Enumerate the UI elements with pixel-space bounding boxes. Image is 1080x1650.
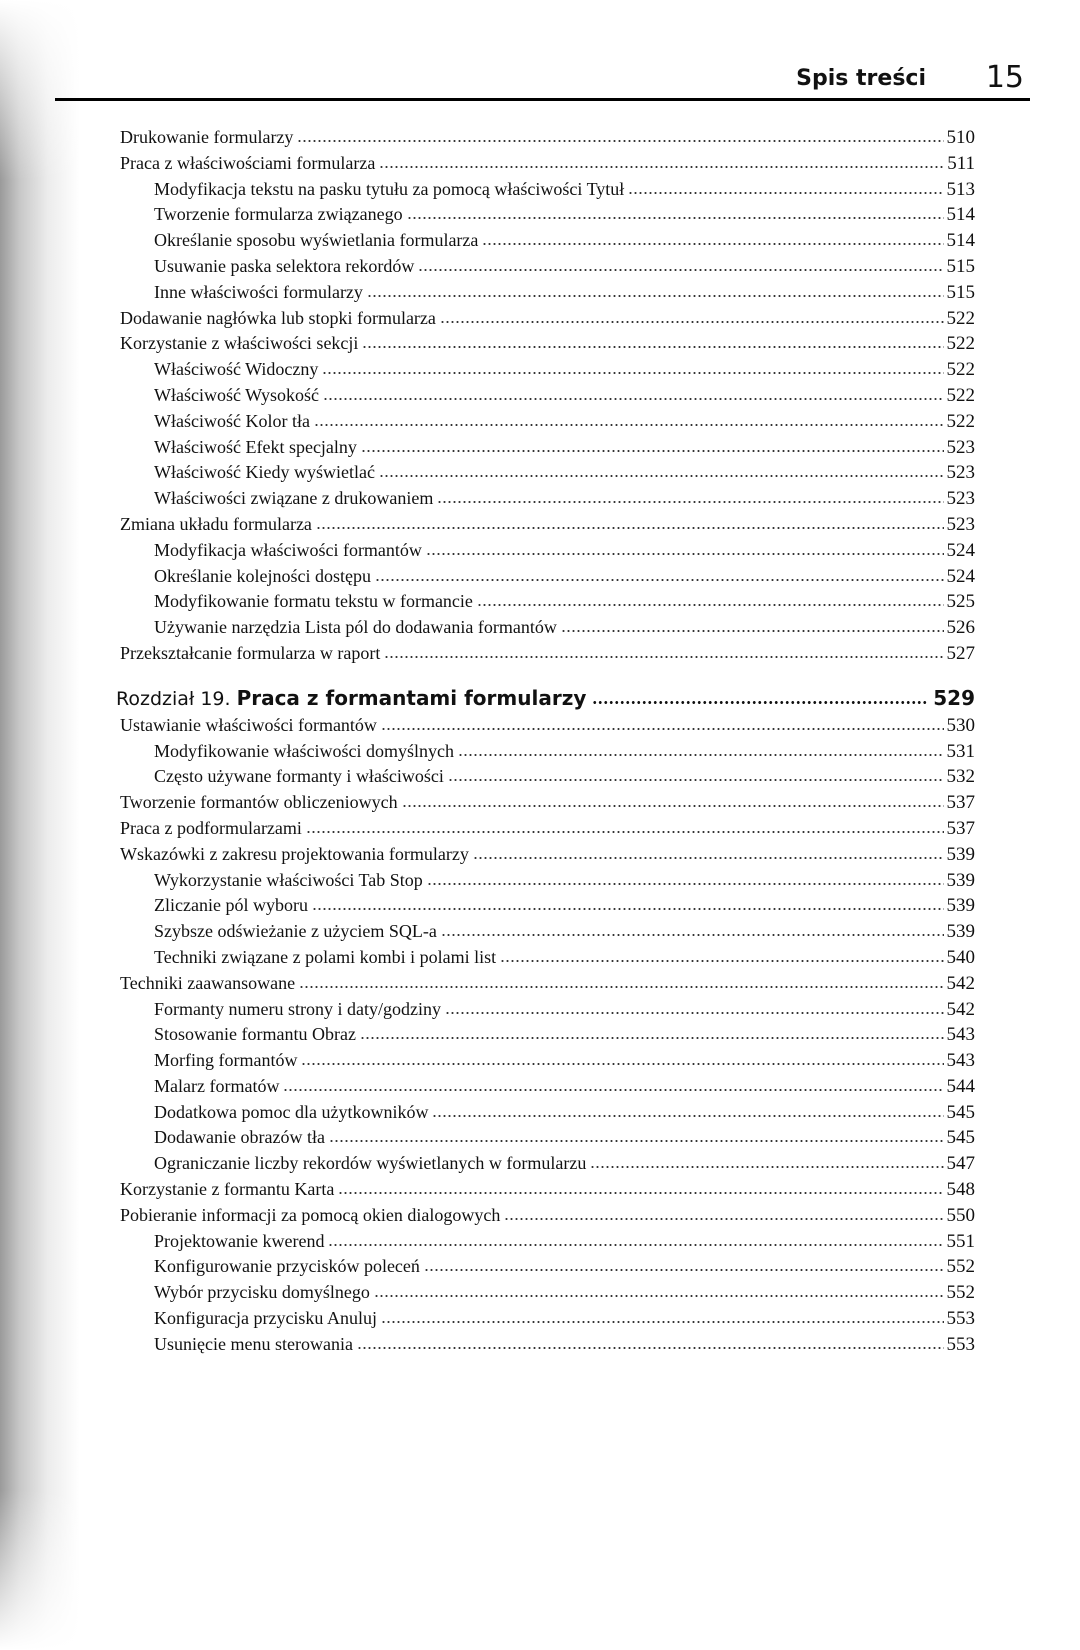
- dot-leader: [316, 526, 944, 530]
- dot-leader: [440, 320, 944, 324]
- dot-leader: [283, 1088, 943, 1092]
- toc-entry-label: Korzystanie z formantu Karta: [120, 1179, 335, 1200]
- toc-subentry[interactable]: [120, 254, 975, 280]
- toc-subentry[interactable]: [120, 1254, 975, 1280]
- toc-subentry[interactable]: [120, 538, 975, 564]
- toc-entry-page-number: 543: [946, 1024, 975, 1046]
- toc-entry[interactable]: [120, 641, 975, 667]
- dot-leader: [482, 242, 943, 246]
- toc-entry-label: Modyfikowanie formatu tekstu w formancie: [154, 591, 473, 612]
- toc-entry-label: Modyfikacja właściwości formantów: [154, 539, 422, 560]
- toc-subentry[interactable]: [120, 589, 975, 615]
- toc-subentry[interactable]: [120, 1100, 975, 1126]
- toc-subentry[interactable]: [120, 1048, 975, 1074]
- dot-leader: [500, 959, 943, 963]
- dot-leader: [437, 500, 943, 504]
- toc-entry[interactable]: [120, 306, 975, 332]
- dot-leader: [361, 449, 944, 453]
- toc-entry[interactable]: [120, 125, 975, 151]
- toc-entry-label: Stosowanie formantu Obraz: [154, 1024, 356, 1045]
- toc-entry-label: Drukowanie formularzy: [120, 127, 294, 147]
- toc-entry-page-number: 547: [946, 1153, 975, 1175]
- toc-entry-page-number: 539: [946, 869, 975, 891]
- table-of-contents: [116, 125, 975, 1358]
- toc-entry-label: Zliczanie pól wyboru: [154, 895, 308, 916]
- toc-entry-page-number: 532: [946, 766, 975, 788]
- toc-subentry[interactable]: [120, 280, 975, 306]
- toc-entry-page-number: 523: [946, 513, 975, 535]
- toc-entry-label: Zmiana układu formularza: [120, 513, 312, 534]
- toc-entry-label: Pobieranie informacji za pomocą okien dialogowych: [120, 1204, 501, 1225]
- toc-entry[interactable]: [120, 512, 975, 538]
- toc-subentry[interactable]: [120, 409, 975, 435]
- chapter-page-number: 529: [933, 685, 975, 710]
- toc-entry-label: Wybór przycisku domyślnego: [154, 1282, 370, 1303]
- dot-leader: [384, 655, 943, 659]
- dot-leader: [432, 1114, 943, 1118]
- header-page-number: 15: [985, 60, 1024, 95]
- toc-entry-page-number: 530: [946, 714, 975, 736]
- dot-leader: [424, 1268, 944, 1272]
- toc-subentry[interactable]: [120, 202, 975, 228]
- toc-entry-page-number: 522: [946, 307, 975, 329]
- toc-entry-page-number: 523: [946, 462, 975, 484]
- toc-entry-page-number: 522: [946, 384, 975, 406]
- dot-leader: [329, 1139, 944, 1143]
- toc-entry-label: Właściwość Widoczny: [154, 359, 319, 380]
- toc-entry-label: Przekształcanie formularza w raport: [120, 642, 381, 663]
- page-gutter-shadow: [0, 0, 80, 1650]
- toc-entry-page-number: 522: [946, 333, 975, 355]
- dot-leader: [407, 216, 944, 220]
- dot-leader: [306, 830, 944, 834]
- toc-entry-page-number: 511: [947, 152, 975, 174]
- toc-subentry[interactable]: [120, 893, 975, 919]
- toc-entry-label: Ustawianie właściwości formantów: [120, 714, 377, 735]
- toc-entry-page-number: 550: [946, 1204, 975, 1226]
- toc-entry-label: Usunięcie menu sterowania: [154, 1333, 353, 1354]
- toc-entry-label: Formanty numeru strony i daty/godziny: [154, 998, 441, 1019]
- dot-leader: [367, 294, 944, 298]
- toc-subentry[interactable]: [120, 177, 975, 203]
- toc-entry-page-number: 522: [946, 359, 975, 381]
- dot-leader: [590, 1165, 943, 1169]
- dot-leader: [592, 700, 928, 705]
- dot-leader: [357, 1346, 944, 1350]
- toc-entry-page-number: 542: [946, 998, 975, 1020]
- toc-entry-label: Określanie sposobu wyświetlania formularza: [154, 230, 479, 251]
- dot-leader: [297, 139, 943, 143]
- dot-leader: [402, 804, 944, 808]
- toc-subentry[interactable]: [120, 1332, 975, 1358]
- toc-entry-page-number: 523: [946, 436, 975, 458]
- toc-entry-page-number: 514: [946, 230, 975, 252]
- toc-subentry[interactable]: [120, 919, 975, 945]
- toc-entry-page-number: 522: [946, 410, 975, 432]
- toc-entry-label: Szybsze odświeżanie z użyciem SQL-a: [154, 921, 437, 942]
- toc-entry-page-number: 515: [946, 281, 975, 303]
- toc-subentry[interactable]: [120, 764, 975, 790]
- dot-leader: [299, 985, 943, 989]
- toc-entry-page-number: 548: [946, 1179, 975, 1201]
- dot-leader: [379, 474, 944, 478]
- toc-entry-page-number: 527: [946, 642, 975, 664]
- dot-leader: [338, 1191, 943, 1195]
- toc-entry-label: Określanie kolejności dostępu: [154, 565, 371, 586]
- toc-section-previous-chapter: [120, 125, 975, 667]
- toc-entry-page-number: 553: [946, 1308, 975, 1330]
- toc-entry[interactable]: [120, 151, 975, 177]
- toc-entry-page-number: 553: [946, 1333, 975, 1355]
- toc-entry-label: Właściwość Kiedy wyświetlać: [154, 462, 375, 483]
- toc-entry[interactable]: [120, 816, 975, 842]
- toc-entry-page-number: 537: [946, 817, 975, 839]
- toc-entry-label: Dodawanie obrazów tła: [154, 1127, 325, 1148]
- dot-leader: [628, 191, 943, 195]
- toc-entry-page-number: 539: [946, 921, 975, 943]
- toc-entry-label: Używanie narzędzia Lista pól do dodawania formantów: [154, 617, 557, 638]
- toc-entry-page-number: 552: [946, 1256, 975, 1278]
- toc-subentry[interactable]: [120, 997, 975, 1023]
- toc-section-chapter-19: [120, 713, 975, 1358]
- toc-entry-page-number: 525: [946, 591, 975, 613]
- toc-entry-label: Dodawanie nagłówka lub stopki formularza: [120, 307, 436, 328]
- toc-entry[interactable]: [120, 331, 975, 357]
- toc-subentry[interactable]: [120, 615, 975, 641]
- toc-entry-page-number: 545: [946, 1127, 975, 1149]
- toc-subentry[interactable]: [120, 486, 975, 512]
- toc-entry-page-number: 513: [946, 178, 975, 200]
- toc-subentry[interactable]: [120, 1151, 975, 1177]
- toc-entry-page-number: 543: [946, 1050, 975, 1072]
- dot-leader: [375, 578, 944, 582]
- toc-subentry[interactable]: [120, 383, 975, 409]
- running-header: [55, 62, 1030, 101]
- toc-entry-label: Właściwość Kolor tła: [154, 410, 310, 431]
- toc-entry[interactable]: [120, 971, 975, 997]
- toc-entry-page-number: 515: [946, 255, 975, 277]
- toc-entry-label: Właściwość Efekt specjalny: [154, 436, 357, 457]
- dot-leader: [426, 552, 944, 556]
- toc-subentry[interactable]: [120, 564, 975, 590]
- toc-subentry[interactable]: [120, 1229, 975, 1255]
- toc-entry-page-number: 510: [946, 127, 975, 148]
- dot-leader: [448, 778, 944, 782]
- toc-entry-page-number: 526: [946, 617, 975, 639]
- dot-leader: [323, 397, 943, 401]
- chapter-title: Praca z formantami formularzy: [236, 685, 587, 710]
- dot-leader: [561, 629, 944, 633]
- toc-entry-label: Techniki związane z polami kombi i polami list: [154, 946, 497, 967]
- toc-entry-page-number: 542: [946, 972, 975, 994]
- toc-entry-label: Projektowanie kwerend: [154, 1230, 325, 1251]
- toc-subentry[interactable]: [120, 460, 975, 486]
- toc-entry-label: Techniki zaawansowane: [120, 972, 296, 993]
- toc-subentry[interactable]: [120, 1074, 975, 1100]
- toc-entry-label: Konfigurowanie przycisków poleceń: [154, 1256, 420, 1277]
- toc-subentry[interactable]: [120, 1022, 975, 1048]
- toc-entry-label: Inne właściwości formularzy: [154, 281, 363, 302]
- dot-leader: [445, 1011, 944, 1015]
- toc-entry-page-number: 531: [946, 740, 975, 762]
- dot-leader: [322, 371, 943, 375]
- toc-entry-label: Malarz formatów: [154, 1075, 280, 1096]
- toc-entry-page-number: 552: [946, 1282, 975, 1304]
- toc-entry-label: Morfing formantów: [154, 1050, 298, 1071]
- toc-entry-page-number: 544: [946, 1075, 975, 1097]
- toc-subentry[interactable]: [120, 228, 975, 254]
- toc-subentry[interactable]: [120, 868, 975, 894]
- toc-entry-page-number: 539: [946, 895, 975, 917]
- dot-leader: [458, 753, 944, 757]
- toc-entry-label: Ograniczanie liczby rekordów wyświetlanych w formularzu: [154, 1153, 587, 1174]
- toc-entry-label: Usuwanie paska selektora rekordów: [154, 255, 415, 276]
- toc-subentry[interactable]: [120, 1306, 975, 1332]
- toc-entry[interactable]: [120, 713, 975, 739]
- dot-leader: [381, 727, 944, 731]
- toc-entry-page-number: 523: [946, 488, 975, 510]
- toc-entry-page-number: 514: [946, 204, 975, 226]
- chapter-number: Rozdział 19.: [116, 687, 231, 710]
- dot-leader: [328, 1243, 943, 1247]
- toc-entry-label: Właściwość Wysokość: [154, 384, 320, 405]
- dot-leader: [418, 268, 943, 272]
- toc-entry-label: Praca z właściwościami formularza: [120, 152, 376, 173]
- dot-leader: [427, 882, 944, 886]
- toc-entry[interactable]: [120, 842, 975, 868]
- gutter-fade-bottom: [0, 1490, 80, 1650]
- toc-subentry[interactable]: [120, 739, 975, 765]
- toc-entry-label: Często używane formanty i właściwości: [154, 766, 444, 787]
- dot-leader: [374, 1294, 944, 1298]
- toc-subentry[interactable]: [120, 1280, 975, 1306]
- toc-entry-page-number: 537: [946, 792, 975, 814]
- dot-leader: [504, 1217, 943, 1221]
- toc-entry-label: Dodatkowa pomoc dla użytkowników: [154, 1101, 429, 1122]
- toc-subentry[interactable]: [120, 1125, 975, 1151]
- toc-entry-label: Modyfikowanie właściwości domyślnych: [154, 740, 454, 761]
- toc-entry[interactable]: [120, 1203, 975, 1229]
- dot-leader: [441, 933, 944, 937]
- toc-entry-label: Korzystanie z właściwości sekcji: [120, 333, 359, 354]
- toc-subentry[interactable]: [120, 435, 975, 461]
- dot-leader: [473, 856, 944, 860]
- toc-entry-label: Praca z podformularzami: [120, 817, 302, 838]
- toc-entry-page-number: 524: [946, 539, 975, 561]
- dot-leader: [312, 907, 944, 911]
- dot-leader: [477, 603, 944, 607]
- toc-subentry[interactable]: [120, 357, 975, 383]
- toc-entry-label: Konfiguracja przycisku Anuluj: [154, 1308, 377, 1329]
- toc-entry[interactable]: [120, 790, 975, 816]
- toc-entry-label: Tworzenie formantów obliczeniowych: [120, 792, 398, 813]
- toc-entry-page-number: 545: [946, 1101, 975, 1123]
- toc-entry-label: Modyfikacja tekstu na pasku tytułu za pomocą właściwości Tytuł: [154, 178, 625, 199]
- dot-leader: [301, 1062, 943, 1066]
- toc-entry-page-number: 551: [946, 1230, 975, 1252]
- toc-entry-page-number: 524: [946, 565, 975, 587]
- dot-leader: [362, 345, 943, 349]
- toc-entry-label: Wykorzystanie właściwości Tab Stop: [154, 869, 423, 890]
- chapter-heading[interactable]: [116, 683, 975, 713]
- dot-leader: [381, 1320, 944, 1324]
- dot-leader: [314, 423, 944, 427]
- toc-entry-label: Tworzenie formularza związanego: [154, 204, 403, 225]
- toc-entry-label: Wskazówki z zakresu projektowania formularzy: [120, 843, 469, 864]
- dot-leader: [379, 165, 944, 169]
- toc-entry-page-number: 539: [946, 843, 975, 865]
- toc-entry[interactable]: [120, 1177, 975, 1203]
- toc-entry-label: Właściwości związane z drukowaniem: [154, 488, 434, 509]
- toc-entry-page-number: 540: [946, 946, 975, 968]
- dot-leader: [360, 1036, 944, 1040]
- header-title: Spis treści: [796, 66, 926, 91]
- toc-subentry[interactable]: [120, 945, 975, 971]
